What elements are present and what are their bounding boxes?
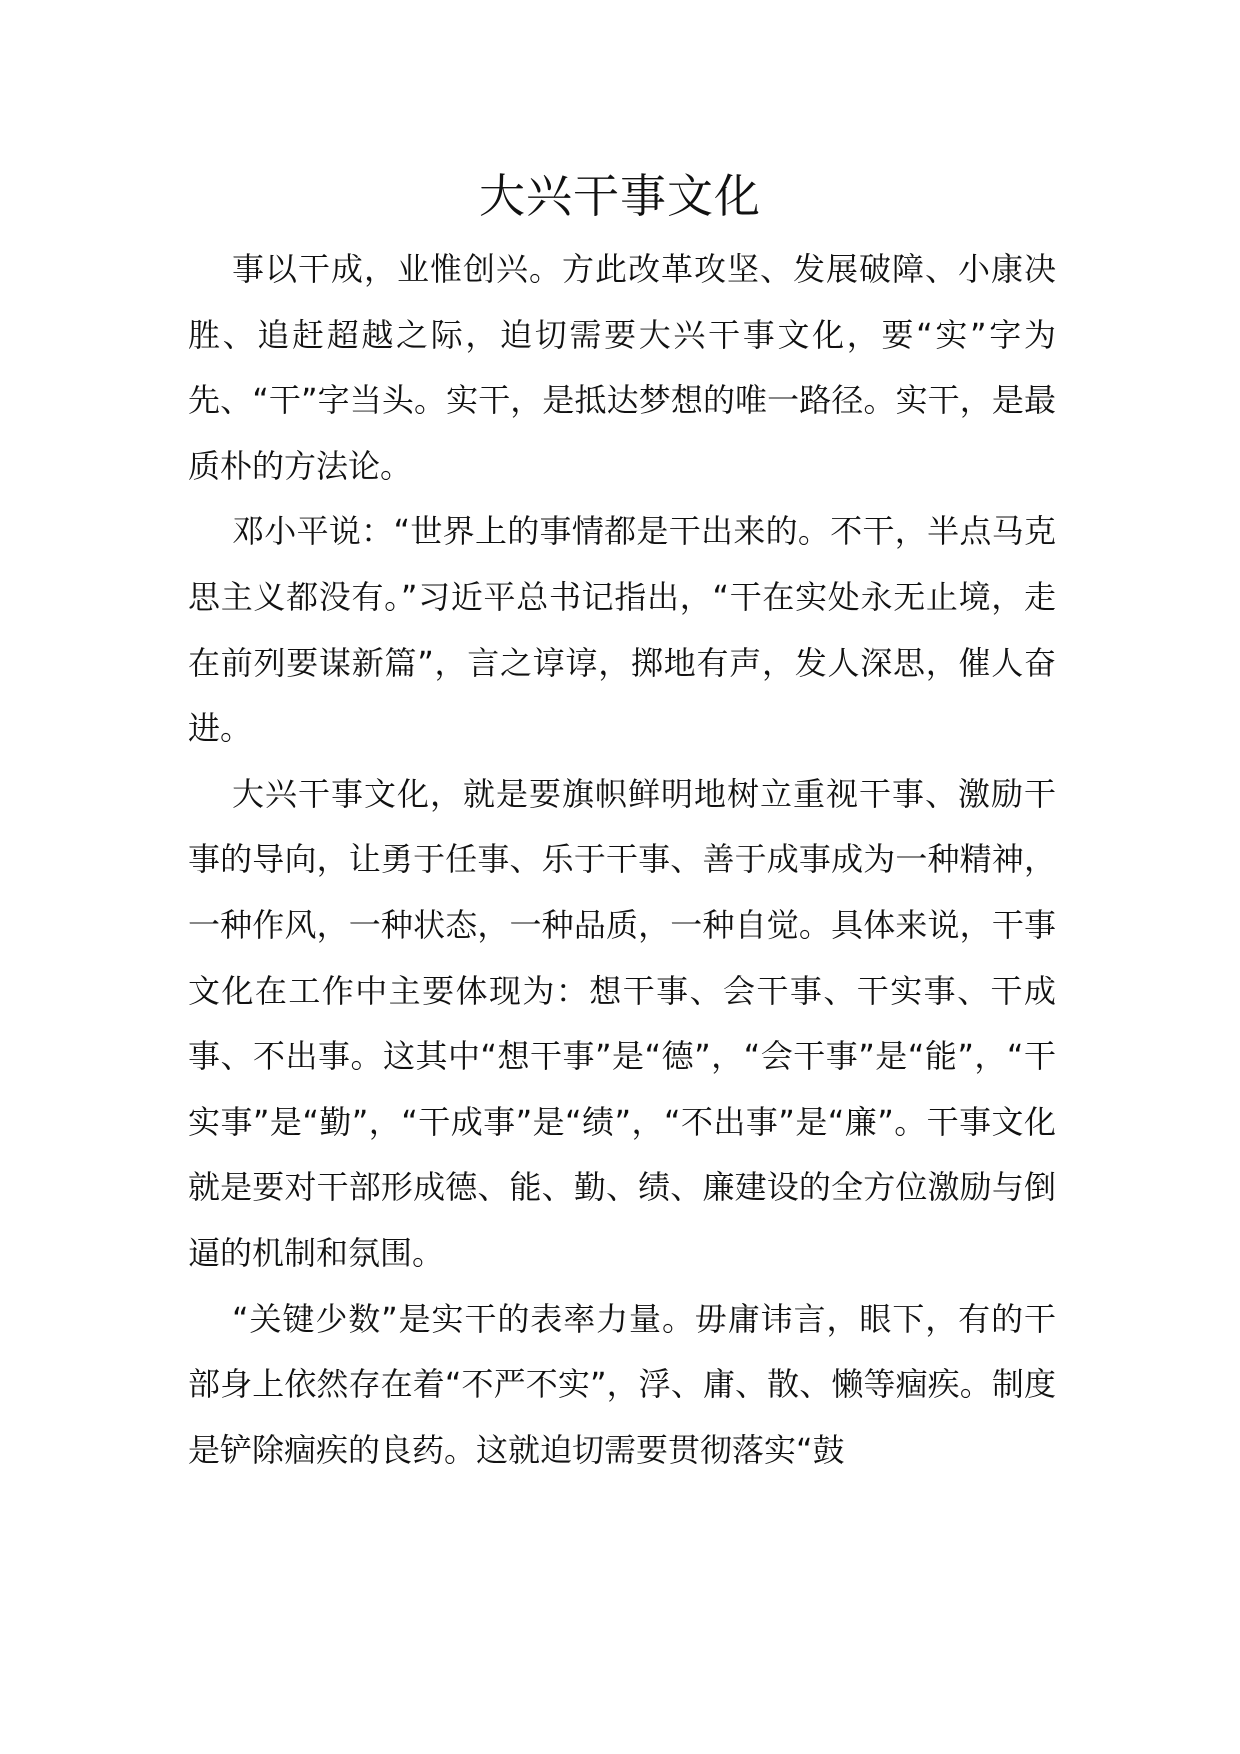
paragraph-4: “关键少数”是实干的表率力量。毋庸讳言，眼下，有的干部身上依然存在着“不严不实”，浮、庸、散、懒等痼疾。制度是铲除痼疾的良药。这就迫切需要贯彻落实“鼓 xyxy=(188,1299,1056,1469)
document-body xyxy=(188,237,1056,1483)
document-title: 大兴干事文化 xyxy=(479,169,761,223)
paragraph-3: 大兴干事文化，就是要旗帜鲜明地树立重视干事、激励干事的导向，让勇于任事、乐于干事、善于成事成为一种精神，一种作风，一种状态，一种品质，一种自觉。具体来说，干事文化在工作中主要体现为：想干事、会干事、干实事、干成事、不出事。这其中“想干事”是“德”，“会干事”是“能”，“干实事”是“勤”，“干成事”是“绩”，“不出事”是“廉”。干事文化就是要对干部形成德、能、勤、绩、廉建设的全方位激励与倒逼的机制和氛围。 xyxy=(188,774,1056,1272)
paragraph-1: 事以干成，业惟创兴。方此改革攻坚、发展破障、小康决胜、追赶超越之际，迫切需要大兴干事文化，要“实”字为先、“干”字当头。实干，是抵达梦想的唯一路径。实干，是最质朴的方法论。 xyxy=(188,250,1056,485)
paragraph-2: 邓小平说：“世界上的事情都是干出来的。不干，半点马克思主义都没有。”习近平总书记指出，“干在实处永无止境，走在前列要谋新篇”，言之谆谆，掷地有声，发人深思，催人奋进。 xyxy=(188,512,1056,748)
